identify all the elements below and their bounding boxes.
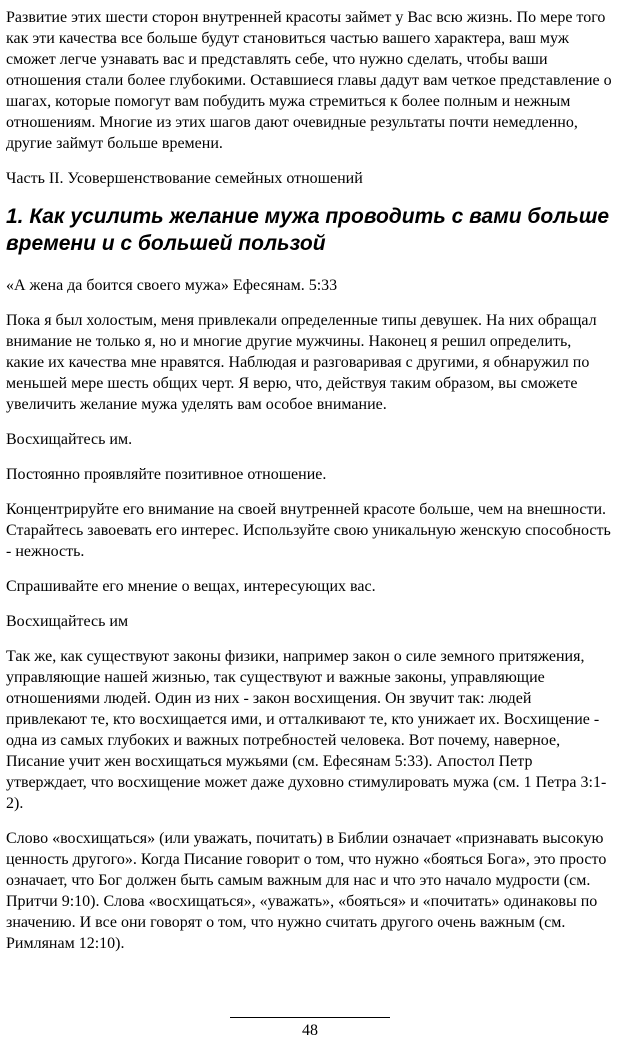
paragraph-chapter-intro: Пока я был холостым, меня привлекали определенные типы девушек. На них обращал внимание не только я, но и многие другие мужчины. Наконец я решил определить, какие их качества мне нравятся. Наблюдая и разговаривая с другими, я обнаружил по меньшей мере шесть общих черт. Я верю, что, действуя таким образом, вы сможете увеличить желание мужа уделять вам особое внимание. (6, 312, 597, 413)
paragraph-body-1: Так же, как существуют законы физики, например закон о силе земного притяжения, управляющие нашей жизнью, так существуют и важные законы, управляющие отношениями людей. Один из них - закон восхищения. Он звучит так: людей привлекают те, кто восхищается ими, и отталкивают те, кто унижает их. Восхищение - одна из самых глубоких и важных потребностей человека. Вот почему, наверное, Писание учит жен восхищаться мужьями (см. Ефесянам 5:33). Апостол Петр утверждает, что восхищение может даже духовно стимулировать мужа (см. 1 Петра 3:1-2). (6, 648, 607, 812)
tip-item-4: Спрашивайте его мнение о вещах, интересующих вас. (6, 578, 376, 595)
tip-item-2: Постоянно проявляйте позитивное отношение. (6, 466, 327, 483)
chapter-heading: 1. Как усилить желание мужа проводить с вами больше времени и с большей пользой (6, 205, 610, 255)
tip-item-3: Концентрируйте его внимание на своей внутренней красоте больше, чем на внешности. Старайтесь завоевать его интерес. Используйте свою уникальную женскую способность - нежность. (6, 501, 611, 560)
page-number: 48 (302, 1022, 318, 1039)
section-title: Восхищайтесь им (6, 613, 129, 630)
footer-rule (230, 1017, 390, 1018)
paragraph-body-2: Слово «восхищаться» (или уважать, почитать) в Библии означает «признавать высокую ценность другого». Когда Писание говорит о том, что нужно «бояться Бога», это просто означает, что Бог должен быть самым важным для нас и что это начало мудрости (см. Притчи 9:10). Слова «восхищаться», «уважать», «бояться» и «почитать» одинаковы по значению. И все они говорят о том, что нужно считать другого очень важным (см. Римлянам 12:10). (6, 830, 607, 952)
epigraph: «А жена да боится своего мужа» Ефесянам. 5:33 (6, 277, 338, 294)
paragraph-intro: Развитие этих шести сторон внутренней красоты займет у Вас всю жизнь. По мере того как эти качества все больше будут становиться частью вашего характера, ваш муж сможет легче узнавать вас и представлять себе, что нужно сделать, чтобы ваши отношения стали более глубокими. Оставшиеся главы дадут вам четкое представление о шагах, которые помогут вам побудить мужа стремиться к более полным и нежным отношениям. Многие из этих шагов дают очевидные результаты почти немедленно, другие займут больше времени. (6, 9, 612, 152)
part-title: Часть II. Усовершенствование семейных отношений (6, 170, 363, 187)
page-footer (0, 1017, 620, 1040)
tip-item-1: Восхищайтесь им. (6, 431, 133, 448)
